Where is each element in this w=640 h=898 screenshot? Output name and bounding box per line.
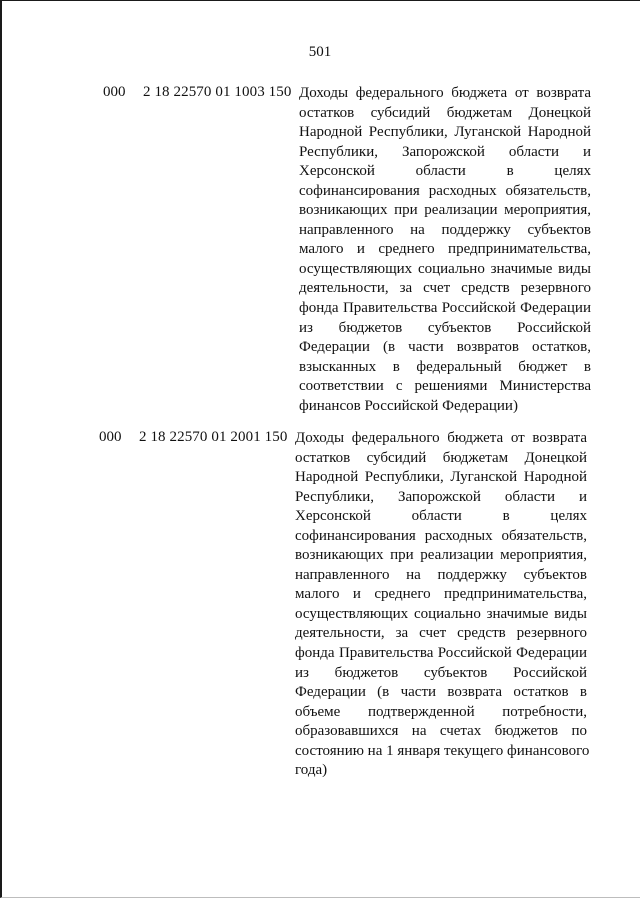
description-line: года) — [295, 762, 328, 779]
description-line: Народной Республики, Луганской Народной — [299, 124, 591, 141]
entry-description — [299, 84, 591, 416]
entry-description — [295, 429, 590, 781]
description-line: Народной Республики, Луганской Народной — [295, 469, 587, 486]
description-line: финансов Российской Федерации) — [299, 397, 518, 414]
admin-code: 000 — [103, 84, 126, 100]
description-line: из бюджетов субъектов Российской — [295, 664, 587, 681]
description-line: Херсонской области в целях — [299, 163, 591, 180]
description-line: возникающих при реализации мероприятия, — [299, 202, 591, 219]
description-line: Херсонской области в целях — [295, 508, 587, 525]
description-line: малого и среднего предпринимательства, — [295, 586, 587, 603]
description-line: Федерации (в части возврата остатков в — [295, 684, 587, 701]
description-line: деятельности, за счет средств резервного — [295, 625, 587, 642]
description-line: осуществляющих социально значимые виды — [299, 260, 591, 277]
description-line: возникающих при реализации мероприятия, — [295, 547, 587, 564]
description-line: фонда Правительства Российской Федерации — [295, 645, 587, 662]
description-line: Республики, Запорожской области и — [299, 143, 591, 160]
description-line: деятельности, за счет средств резервного — [299, 280, 591, 297]
description-line: взысканных в федеральный бюджет в — [299, 358, 591, 375]
description-line: осуществляющих социально значимые виды — [295, 605, 587, 622]
description-line: направленного на поддержку субъектов — [295, 566, 587, 583]
description-line: малого и среднего предпринимательства, — [299, 241, 591, 258]
description-line: из бюджетов субъектов Российской — [299, 319, 591, 336]
kbk-code: 2 18 22570 01 1003 150 — [143, 84, 292, 100]
page-number: 501 — [308, 44, 332, 60]
description-line: остатков субсидий бюджетам Донецкой — [299, 104, 591, 121]
description-line: софинансирования расходных обязательств, — [299, 182, 591, 199]
description-line: Доходы федерального бюджета от возврата — [295, 430, 587, 446]
description-line: направленного на поддержку субъектов — [299, 221, 591, 238]
description-line: Доходы федерального бюджета от возврата — [299, 85, 591, 101]
description-line: соответствии с решениями Министерства — [299, 378, 591, 395]
description-line: софинансирования расходных обязательств, — [295, 527, 587, 544]
description-line: Федерации (в части возвратов остатков, — [299, 339, 591, 356]
description-line: фонда Правительства Российской Федерации — [299, 300, 591, 317]
description-line: Республики, Запорожской области и — [295, 488, 587, 505]
kbk-code: 2 18 22570 01 2001 150 — [139, 429, 288, 445]
description-line: остатков субсидий бюджетам Донецкой — [295, 449, 587, 466]
description-line: состоянию на 1 января текущего финансового — [295, 742, 590, 759]
admin-code: 000 — [99, 429, 122, 445]
description-line: объеме подтвержденной потребности, — [295, 703, 587, 720]
description-line: образовавшихся на счетах бюджетов по — [295, 723, 587, 740]
